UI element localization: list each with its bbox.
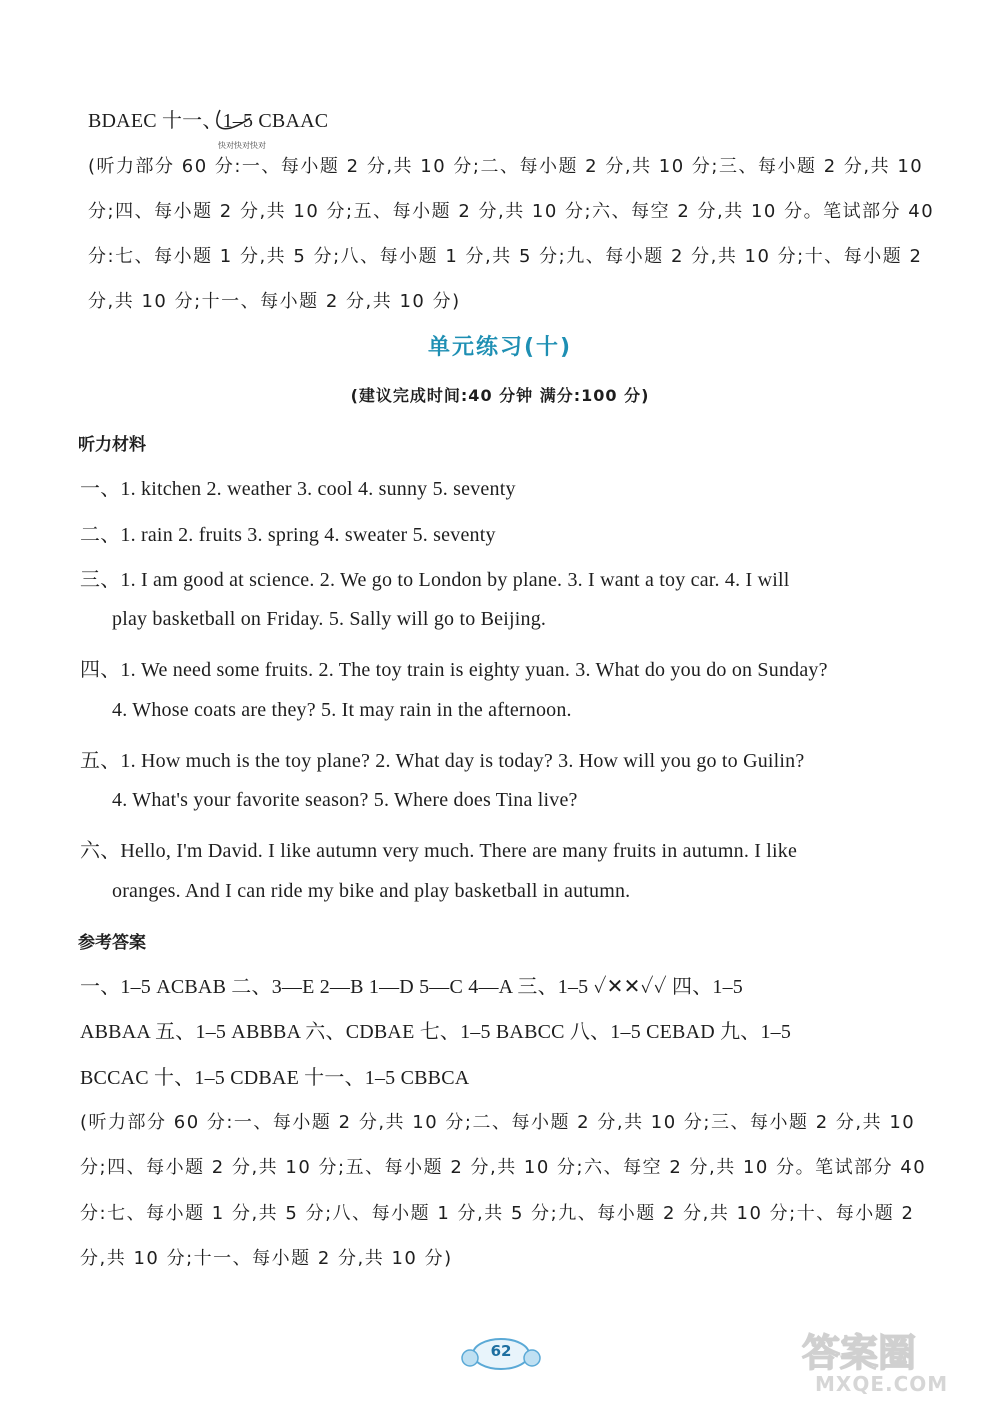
top-scoring-line-1: (听力部分 60 分:一、每小题 2 分,共 10 分;二、每小题 2 分,共 10 分;三、每小题 2 分,共 10 [88,156,924,177]
listening-line-5: 四、1. We need some fruits. 2. The toy train is eighty yuan. 3. What do you do on Sunday? [80,659,828,681]
listening-line-7: 五、1. How much is the toy plane? 2. What day is today? 3. How will you go to Guilin? [80,750,805,772]
listening-line-4: play basketball on Friday. 5. Sally will go to Beijing. [112,608,547,630]
section-subtitle: (建议完成时间:40 分钟 满分:100 分) [350,386,650,405]
answers-scoring-line-4: 分,共 10 分;十一、每小题 2 分,共 10 分) [80,1248,453,1269]
app-stamp: 快对快对快对 [218,141,266,150]
answers-line-2: ABBAA 五、1–5 ABBBA 六、CDBAE 七、1–5 BABCC 八、1–5 CEBAD 九、1–5 [80,1021,792,1043]
answers-scoring-line-1: (听力部分 60 分:一、每小题 2 分,共 10 分;二、每小题 2 分,共 10 分;三、每小题 2 分,共 10 [80,1112,916,1133]
handwritten-mark [190,100,260,140]
answers-line-1: 一、1–5 ACBAB 二、3—E 2—B 1—D 5—C 4—A 三、1–5 ✓✕✕✓✓ 四、1–5 [80,976,744,998]
answers-scoring-line-2: 分;四、每小题 2 分,共 10 分;五、每小题 2 分,共 10 分;六、每空 2 分,共 10 分。笔试部分 40 [80,1157,927,1178]
svg-text:答案圈: 答案圈 [802,1331,917,1375]
answers-heading: 参考答案 [78,933,146,953]
top-scoring-line-2: 分;四、每小题 2 分,共 10 分;五、每小题 2 分,共 10 分;六、每空 2 分,共 10 分。笔试部分 40 [88,201,935,222]
listening-line-8: 4. What's your favorite season? 5. Where does Tina live? [112,789,578,811]
answers-scoring-line-3: 分:七、每小题 1 分,共 5 分;八、每小题 1 分,共 5 分;九、每小题 2 分,共 10 分;十、每小题 2 [80,1203,915,1224]
top-scoring-line-3: 分:七、每小题 1 分,共 5 分;八、每小题 1 分,共 5 分;九、每小题 2 分,共 10 分;十、每小题 2 [88,246,923,267]
watermark-url: MXQE.COM [815,1372,949,1396]
answer-line-continued: BDAEC 十一、1–5 CBAAC [88,110,329,132]
listening-line-2: 二、1. rain 2. fruits 3. spring 4. sweater 5. seventy [80,524,496,546]
listening-line-9: 六、Hello, I'm David. I like autumn very much. There are many fruits in autumn. I like [80,840,798,862]
listening-line-6: 4. Whose coats are they? 5. It may rain in the afternoon. [112,699,572,721]
listening-heading: 听力材料 [78,435,146,455]
section-title: 单元练习(十) [427,335,573,360]
watermark-logo [792,1330,992,1375]
top-scoring-line-4: 分,共 10 分;十一、每小题 2 分,共 10 分) [88,291,461,312]
page-number: 62 [490,1342,512,1360]
listening-line-10: oranges. And I can ride my bike and play basketball in autumn. [112,880,631,902]
answers-line-3: BCCAC 十、1–5 CDBAE 十一、1–5 CBBCA [80,1067,470,1089]
listening-line-3: 三、1. I am good at science. 2. We go to London by plane. 3. I want a toy car. 4. I will [80,569,790,591]
listening-line-1: 一、1. kitchen 2. weather 3. cool 4. sunny 5. seventy [80,478,516,500]
